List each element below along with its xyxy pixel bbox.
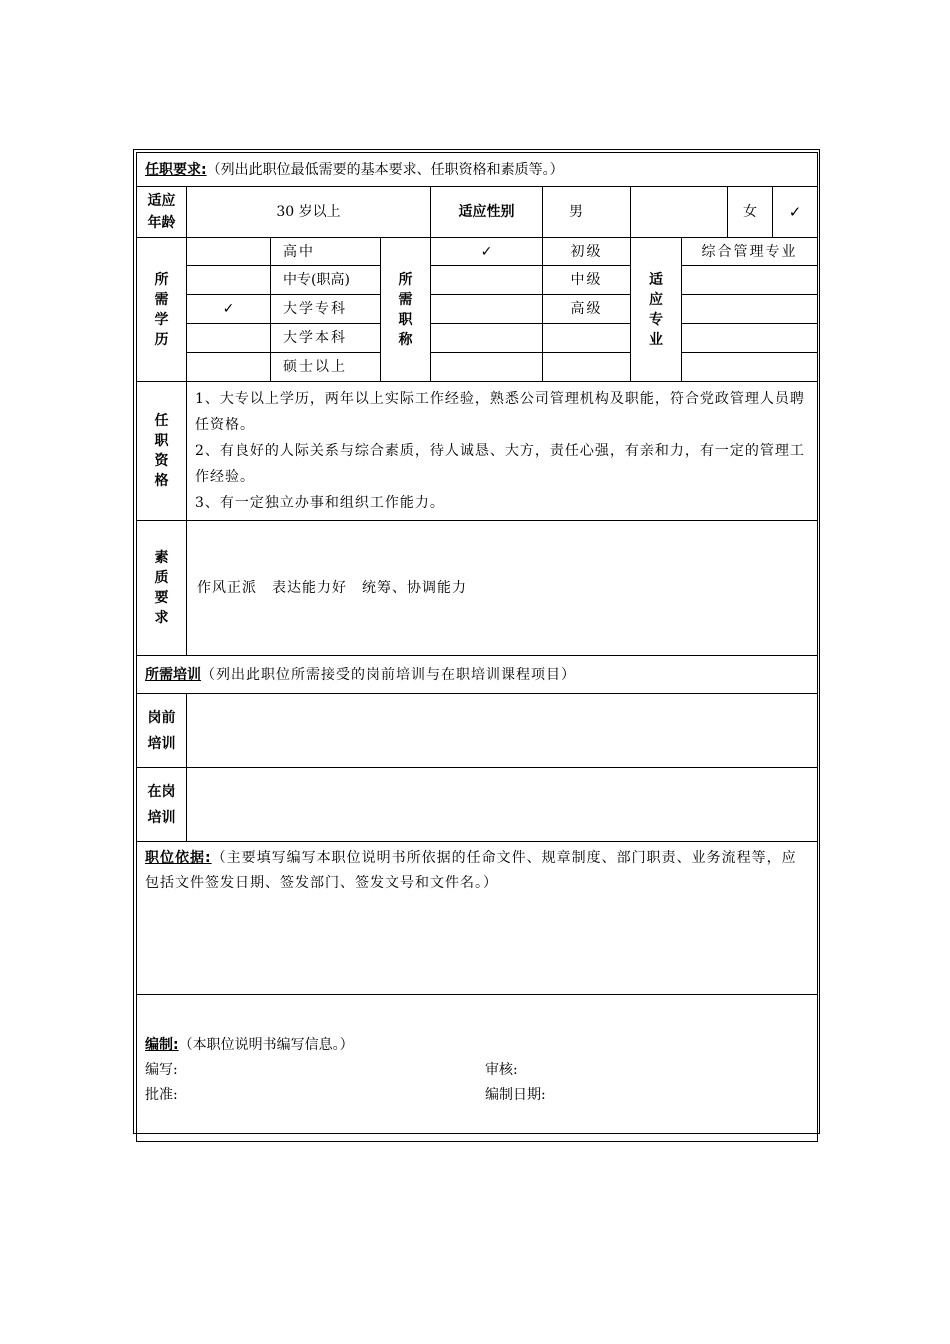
qualification-line: 1、大专以上学历，两年以上实际工作经验，熟悉公司管理机构及职能，符合党政管理人员聘任资格。: [195, 391, 805, 433]
education-level: 大学专科: [271, 295, 381, 324]
education-level: 中专(职高): [271, 266, 381, 295]
qualification-label: 任 职 资 格: [137, 382, 187, 521]
title-label: 所 需 职 称: [381, 238, 431, 382]
gender-female-mark: ✓: [788, 203, 802, 221]
training-header: [137, 656, 818, 694]
major-item: [682, 295, 818, 324]
education-level: 大学本科: [271, 324, 381, 353]
training-title: 所需培训: [145, 666, 201, 683]
major-item: [682, 266, 818, 295]
gender-male-mark: [631, 187, 728, 238]
writer-field: 编写:: [145, 1062, 178, 1078]
job-requirements-form: [136, 152, 817, 1131]
title-mark: [431, 353, 543, 382]
education-mark: ✓: [187, 295, 271, 324]
requirements-table: [136, 152, 818, 1142]
pre-job-content: [187, 694, 818, 768]
major-item: 综合管理专业: [682, 238, 818, 266]
on-job-content: [187, 768, 818, 842]
education-mark: [187, 324, 271, 353]
training-note: （列出此职位所需接受的岗前培训与在职培训课程项目）: [201, 666, 576, 683]
compile-title: 编制:: [145, 1037, 179, 1053]
education-level: 硕士以上: [271, 353, 381, 382]
title-level: 高级: [543, 295, 631, 324]
reviewer-field: 审核:: [485, 1062, 518, 1078]
quality-content: 作风正派 表达能力好 统筹、协调能力: [187, 521, 818, 656]
gender-female-cell: [728, 187, 818, 238]
major-item: [682, 353, 818, 382]
qualification-line: 2、有良好的人际关系与综合素质，待人诚恳、大方，责任心强，有亲和力，有一定的管理工作经验。: [195, 443, 805, 485]
gender-label: 适应性别: [431, 187, 543, 238]
pre-job-label: 岗前 培训: [137, 694, 187, 768]
education-mark: [187, 238, 271, 266]
requirements-note: （列出此职位最低需要的基本要求、任职资格和素质等。）: [206, 161, 564, 178]
title-mark: [431, 295, 543, 324]
major-label: 适 应 专 业: [631, 238, 682, 382]
age-label: 适应 年龄: [137, 187, 187, 238]
qualification-content: [187, 382, 818, 521]
requirements-title: 任职要求:: [145, 161, 207, 178]
title-level: 初级: [543, 238, 631, 266]
on-job-label: 在岗 培训: [137, 768, 187, 842]
education-mark: [187, 353, 271, 382]
basis-title: 职位依据:: [145, 850, 212, 866]
compile-note: （本职位说明书编写信息。）: [178, 1037, 354, 1053]
basis-section: [137, 842, 818, 995]
approver-field: 批准:: [145, 1087, 178, 1103]
education-mark: [187, 266, 271, 295]
compile-date-field: 编制日期:: [485, 1087, 546, 1103]
title-mark: [431, 266, 543, 295]
education-label: 所 需 学 历: [137, 238, 187, 382]
title-level: 中级: [543, 266, 631, 295]
title-level: [543, 324, 631, 353]
gender-male: 男: [543, 187, 631, 238]
education-level: 高中: [271, 238, 381, 266]
gender-female: 女: [728, 187, 773, 237]
requirements-header: [137, 153, 818, 187]
major-item: [682, 324, 818, 353]
qualification-line: 3、有一定独立办事和组织工作能力。: [195, 495, 445, 511]
compile-section: [137, 995, 818, 1142]
basis-note: （主要填写编写本职位说明书所依据的任命文件、规章制度、部门职责、业务流程等，应包括文件签发日期、签发部门、签发文号和文件名。）: [145, 850, 797, 891]
quality-label: 素 质 要 求: [137, 521, 187, 656]
title-level: [543, 353, 631, 382]
age-value: 30 岁以上: [187, 187, 431, 238]
title-mark: ✓: [431, 238, 543, 266]
title-mark: [431, 324, 543, 353]
